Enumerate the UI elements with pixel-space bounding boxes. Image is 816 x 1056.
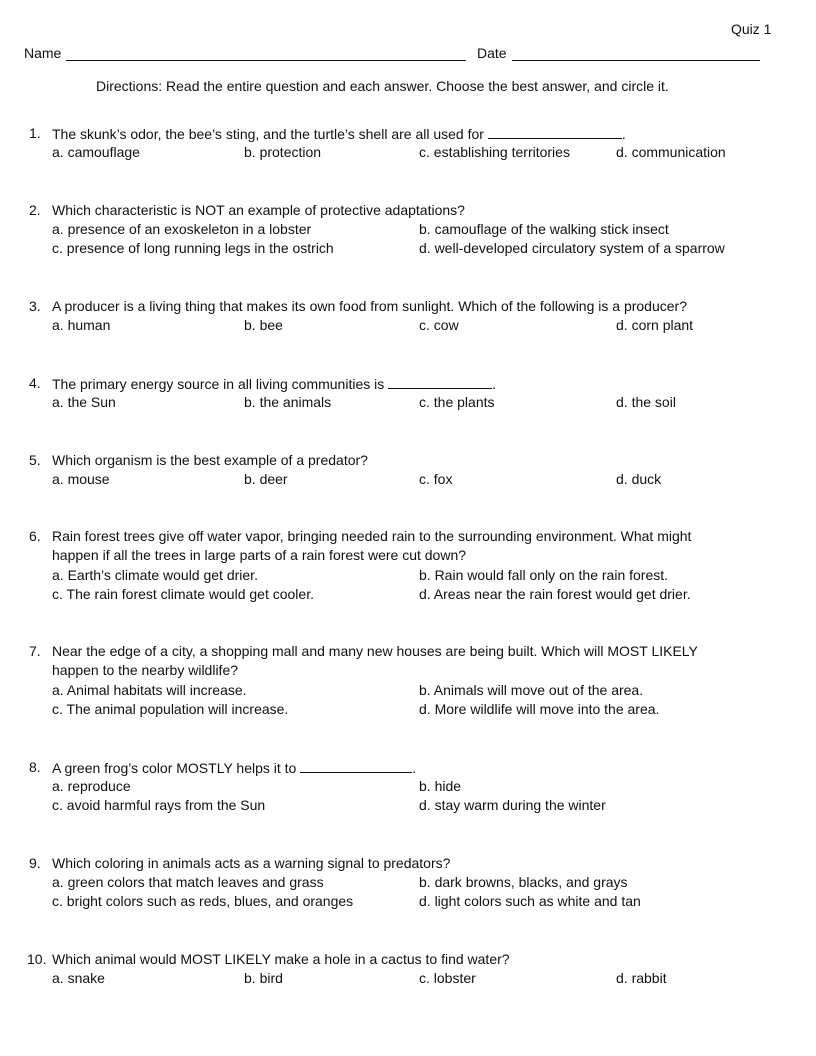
answer-option[interactable]: c. the plants xyxy=(419,394,495,410)
answer-option[interactable]: d. stay warm during the winter xyxy=(419,797,606,813)
answer-blank xyxy=(388,374,492,389)
quiz-title: Quiz 1 xyxy=(731,21,772,37)
answer-option[interactable]: c. bright colors such as reds, blues, and oranges xyxy=(52,893,354,909)
question-text: Which characteristic is NOT an example of protective adaptations? xyxy=(52,202,465,218)
directions: Directions: Read the entire question and each answer. Choose the best answer, and circle it. xyxy=(96,78,669,94)
question-number: 2. xyxy=(29,202,41,218)
answer-option[interactable]: b. hide xyxy=(419,778,462,794)
question-text: A green frog’s color MOSTLY helps it to . xyxy=(52,760,417,776)
answer-option[interactable]: b. dark browns, blacks, and grays xyxy=(419,874,628,890)
answer-option[interactable]: c. The animal population will increase. xyxy=(52,701,289,717)
answer-option[interactable]: d. communication xyxy=(616,144,726,160)
answer-blank xyxy=(488,124,622,139)
answer-option[interactable]: b. deer xyxy=(244,471,288,487)
answer-option[interactable]: c. avoid harmful rays from the Sun xyxy=(52,797,266,813)
answer-option[interactable]: d. More wildlife will move into the area. xyxy=(419,701,660,717)
answer-option[interactable]: c. presence of long running legs in the ostrich xyxy=(52,240,334,256)
answer-option[interactable]: a. camouflage xyxy=(52,144,140,160)
answer-option[interactable]: d. Areas near the rain forest would get drier. xyxy=(419,586,691,602)
question-text: The skunk’s odor, the bee’s sting, and the turtle’s shell are all used for . xyxy=(52,126,626,142)
answer-option[interactable]: b. the animals xyxy=(244,394,332,410)
date-line[interactable] xyxy=(512,60,760,61)
question-number: 7. xyxy=(29,643,41,659)
answer-option[interactable]: a. Animal habitats will increase. xyxy=(52,682,247,698)
question-number: 6. xyxy=(29,528,41,544)
answer-option[interactable]: d. well-developed circulatory system of a sparrow xyxy=(419,240,725,256)
answer-option[interactable]: b. bird xyxy=(244,970,283,986)
answer-option[interactable]: c. fox xyxy=(419,471,453,487)
answer-option[interactable]: a. snake xyxy=(52,970,105,986)
answer-option[interactable]: a. the Sun xyxy=(52,394,116,410)
question-number: 1. xyxy=(29,125,41,141)
question-text: Which organism is the best example of a predator? xyxy=(52,452,368,468)
answer-option[interactable]: a. reproduce xyxy=(52,778,131,794)
answer-option[interactable]: d. the soil xyxy=(616,394,676,410)
answer-blank xyxy=(300,758,412,773)
question-number: 9. xyxy=(29,855,41,871)
question-text: Which animal would MOST LIKELY make a hole in a cactus to find water? xyxy=(52,951,510,967)
name-line[interactable] xyxy=(66,60,466,61)
answer-option[interactable]: a. mouse xyxy=(52,471,110,487)
answer-option[interactable]: b. Animals will move out of the area. xyxy=(419,682,644,698)
question-text: The primary energy source in all living communities is . xyxy=(52,376,497,392)
answer-option[interactable]: b. camouflage of the walking stick insect xyxy=(419,221,669,237)
answer-option[interactable]: a. presence of an exoskeleton in a lobster xyxy=(52,221,312,237)
answer-option[interactable]: d. rabbit xyxy=(616,970,667,986)
answer-option[interactable]: b. bee xyxy=(244,317,283,333)
question-text: A producer is a living thing that makes its own food from sunlight. Which of the following is a producer? xyxy=(52,298,687,314)
question-number: 3. xyxy=(29,298,41,314)
answer-option[interactable]: b. Rain would fall only on the rain forest. xyxy=(419,567,669,583)
answer-option[interactable]: c. lobster xyxy=(419,970,476,986)
date-label: Date xyxy=(477,45,507,61)
answer-option[interactable]: c. cow xyxy=(419,317,459,333)
answer-option[interactable]: c. The rain forest climate would get cooler. xyxy=(52,586,314,602)
question-number: 10. xyxy=(27,951,47,967)
answer-option[interactable]: a. green colors that match leaves and grass xyxy=(52,874,324,890)
question-text: Near the edge of a city, a shopping mall and many new houses are being built. Which will MOST LIKELY happen to the nearby wildlife? xyxy=(52,643,698,678)
answer-option[interactable]: d. corn plant xyxy=(616,317,694,333)
answer-option[interactable]: a. Earth’s climate would get drier. xyxy=(52,567,258,583)
question-text: Rain forest trees give off water vapor, bringing needed rain to the surrounding environment. What might happen if all the trees in large parts of a rain forest were cut down? xyxy=(52,528,692,563)
answer-option[interactable]: a. human xyxy=(52,317,111,333)
question-number: 4. xyxy=(29,375,41,391)
question-number: 8. xyxy=(29,759,41,775)
answer-option[interactable]: c. establishing territories xyxy=(419,144,570,160)
question-number: 5. xyxy=(29,452,41,468)
answer-option[interactable]: d. light colors such as white and tan xyxy=(419,893,641,909)
answer-option[interactable]: b. protection xyxy=(244,144,322,160)
name-label: Name xyxy=(24,45,62,61)
question-text: Which coloring in animals acts as a warning signal to predators? xyxy=(52,855,451,871)
answer-option[interactable]: d. duck xyxy=(616,471,662,487)
